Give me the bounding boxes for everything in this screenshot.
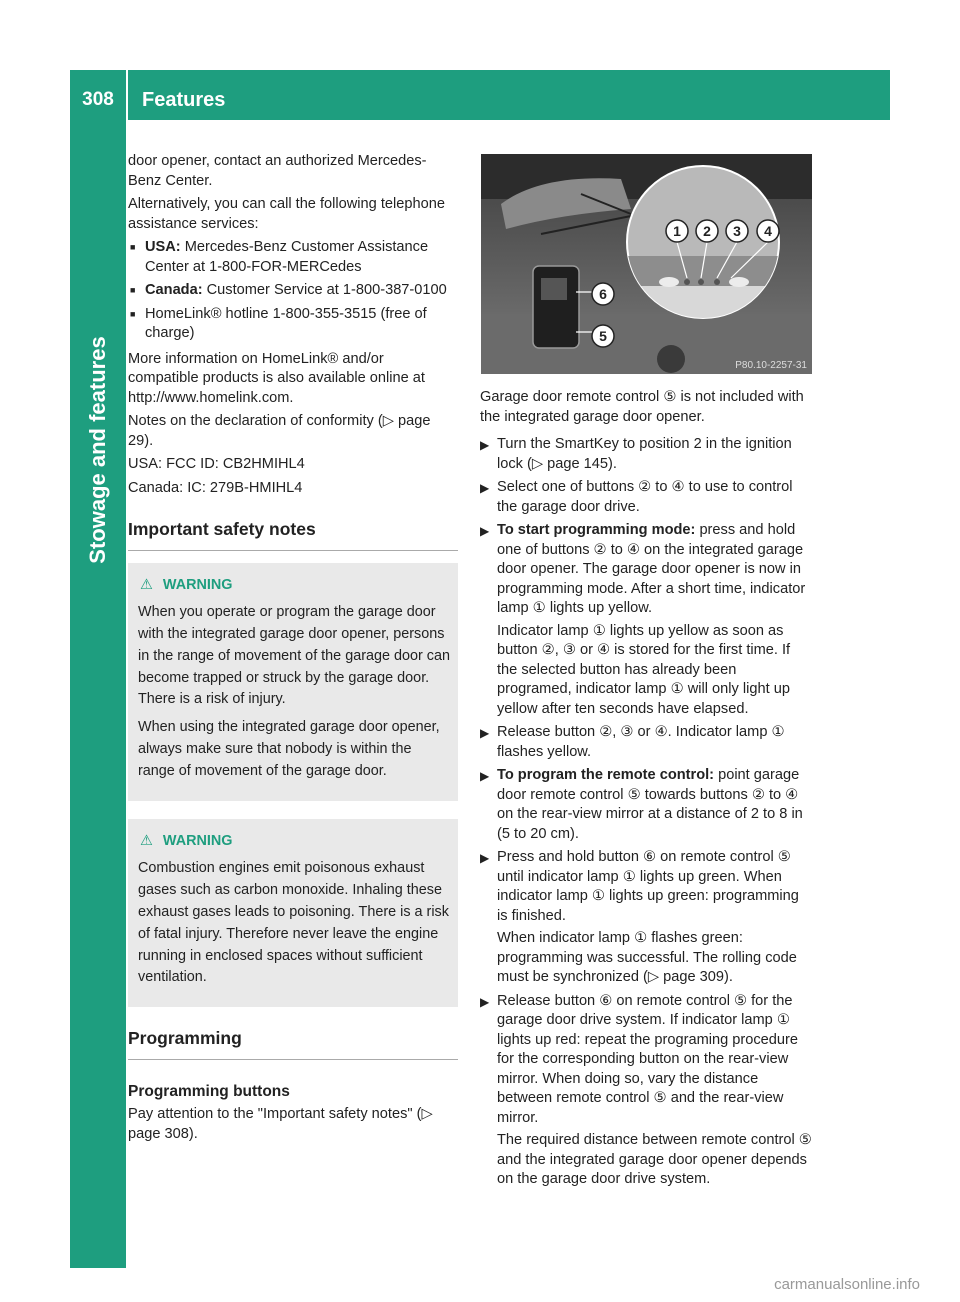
step-text: Indicator lamp ① lights up yellow as soon as button ②, ③ or ④ is stored for the first time. If the selected button has already been programed, indicator lamp ① will only light up yellow after ten seconds have elapsed. (497, 622, 791, 717)
figure-callout: 5 (599, 328, 607, 344)
conformity-notes: Notes on the declaration of conformity (▷ page 29). (128, 413, 431, 449)
figure-callout: 3 (733, 223, 741, 239)
left-column (128, 152, 458, 1148)
right-column (480, 388, 812, 1194)
instruction-step (480, 435, 812, 474)
step-arrow-icon: ▶ (480, 481, 490, 495)
service-item (128, 281, 458, 301)
watermark-text: carmanualsonline.info (774, 1276, 920, 1293)
usa-fcc-id: USA: FCC ID: CB2HMIHL4 (128, 456, 305, 472)
warning-title (138, 831, 450, 853)
step-lead: To program the remote control: (497, 767, 715, 783)
step-text: Select one of buttons ② to ④ to use to control the garage door drive. (497, 479, 793, 515)
instruction-step (480, 992, 812, 1190)
warning-triangle-icon: ⚠ (140, 832, 153, 849)
instruction-step (480, 848, 812, 988)
service-list (128, 238, 458, 344)
programming-buttons-text: Pay attention to the "Important safety notes" (▷ page 308). (128, 1106, 433, 1142)
warning-title-text: WARNING (162, 832, 233, 849)
intro-text-1: door opener, contact an authorized Mercedes-Benz Center. (128, 153, 427, 189)
warning-title (138, 575, 450, 597)
figure-callout: 6 (599, 286, 607, 302)
step-text: The required distance between remote control ⑤ and the integrated garage door opener depends on the garage door drive system. (497, 1132, 812, 1187)
figure-callout: 4 (764, 223, 772, 239)
figure-callout: 2 (703, 223, 711, 239)
canada-ic-id: Canada: IC: 279B-HMIHL4 (128, 479, 303, 496)
step-arrow-icon: ▶ (480, 769, 490, 783)
mirror-figure (481, 154, 812, 374)
service-text: Customer Service at 1-800-387-0100 (202, 282, 447, 298)
page-header (70, 70, 890, 120)
side-tab (70, 120, 126, 1268)
service-text: HomeLink® hotline 1-800-355-3515 (free of charge) (145, 305, 427, 341)
step-text: Release button ②, ③ or ④. Indicator lamp ① flashes yellow. (497, 724, 785, 760)
more-info-text: More information on HomeLink® and/or compatible products is also available online at http://www.homelink.com. (128, 350, 425, 406)
service-item (128, 238, 458, 277)
step-arrow-icon: ▶ (480, 851, 490, 865)
instruction-step (480, 766, 812, 844)
warning-text: When you operate or program the garage door with the integrated garage door opener, persons in the range of movement of the garage door can become trapped or struck by the garage door. There is a risk of injury. (138, 604, 450, 708)
step-text: press and hold one of buttons ② to ④ on the integrated garage door opener. The garage door opener is now in programming mode. After a short time, indicator lamp ① lights up yellow. (497, 522, 806, 616)
step-arrow-icon: ▶ (480, 524, 490, 538)
side-tab-label: Stowage and features (85, 336, 110, 564)
step-text: Press and hold button ⑥ on remote control ⑤ until indicator lamp ① lights up green. When indicator lamp ① lights up green: programming is finished. (497, 849, 799, 924)
instruction-step (480, 478, 812, 517)
figure-caption: Garage door remote control ⑤ is not included with the integrated garage door opener. (480, 389, 804, 425)
warning-box-injury (128, 563, 458, 801)
programming-buttons-heading: Programming buttons (128, 1082, 290, 1100)
intro-text-2: Alternatively, you can call the following telephone assistance services: (128, 196, 445, 232)
warning-text: Combustion engines emit poisonous exhaust gases such as carbon monoxide. Inhaling these exhaust gases leads to poisoning. There is a risk of fatal injury. Therefore never leave the engine running in enclosed spaces without sufficient ventilation. (138, 860, 449, 986)
step-arrow-icon: ▶ (480, 726, 490, 740)
step-arrow-icon: ▶ (480, 994, 490, 1009)
side-marker (70, 1210, 126, 1268)
step-text: When indicator lamp ① flashes green: programming was successful. The rolling code must be synchronized (▷ page 309). (497, 930, 797, 985)
safety-heading: Important safety notes (128, 520, 458, 551)
watermark (0, 1276, 960, 1293)
service-text: Mercedes-Benz Customer Assistance Center at 1-800-FOR-MERCedes (145, 239, 429, 275)
warning-triangle-icon: ⚠ (140, 576, 153, 593)
step-arrow-icon: ▶ (480, 438, 490, 452)
service-label: USA: (145, 239, 181, 255)
figure-code: P80.10-2257-31 (735, 360, 807, 371)
service-item (128, 305, 458, 344)
chapter-title: Features (142, 89, 226, 111)
step-text: Release button ⑥ on remote control ⑤ for the garage door drive system. If indicator lamp ① lights up red: repeat the programing procedure for the corresponding button on the rear-view mirror. When doing so, vary the distance between remote control ⑤ and the rear-view mirror. (497, 992, 798, 1126)
figure-callout: 1 (673, 223, 681, 239)
warning-text: When using the integrated garage door opener, always make sure that nobody is within the range of movement of the garage door. (138, 719, 440, 779)
page-number: 308 (70, 70, 128, 120)
service-label: Canada: (145, 282, 203, 298)
warning-title-text: WARNING (162, 576, 233, 593)
step-lead: To start programming mode: (497, 522, 696, 538)
warning-box-exhaust (128, 819, 458, 1008)
step-text: Turn the SmartKey to position 2 in the ignition lock (▷ page 145). (497, 436, 792, 472)
instruction-step (480, 723, 812, 762)
step-text: point garage door remote control ⑤ towards buttons ② to ④ on the rear-view mirror at a distance of 2 to 8 in (5 to 20 cm). (497, 767, 803, 842)
mirror-illustration (481, 154, 812, 374)
programming-heading: Programming (128, 1029, 458, 1060)
instruction-step (480, 521, 812, 719)
